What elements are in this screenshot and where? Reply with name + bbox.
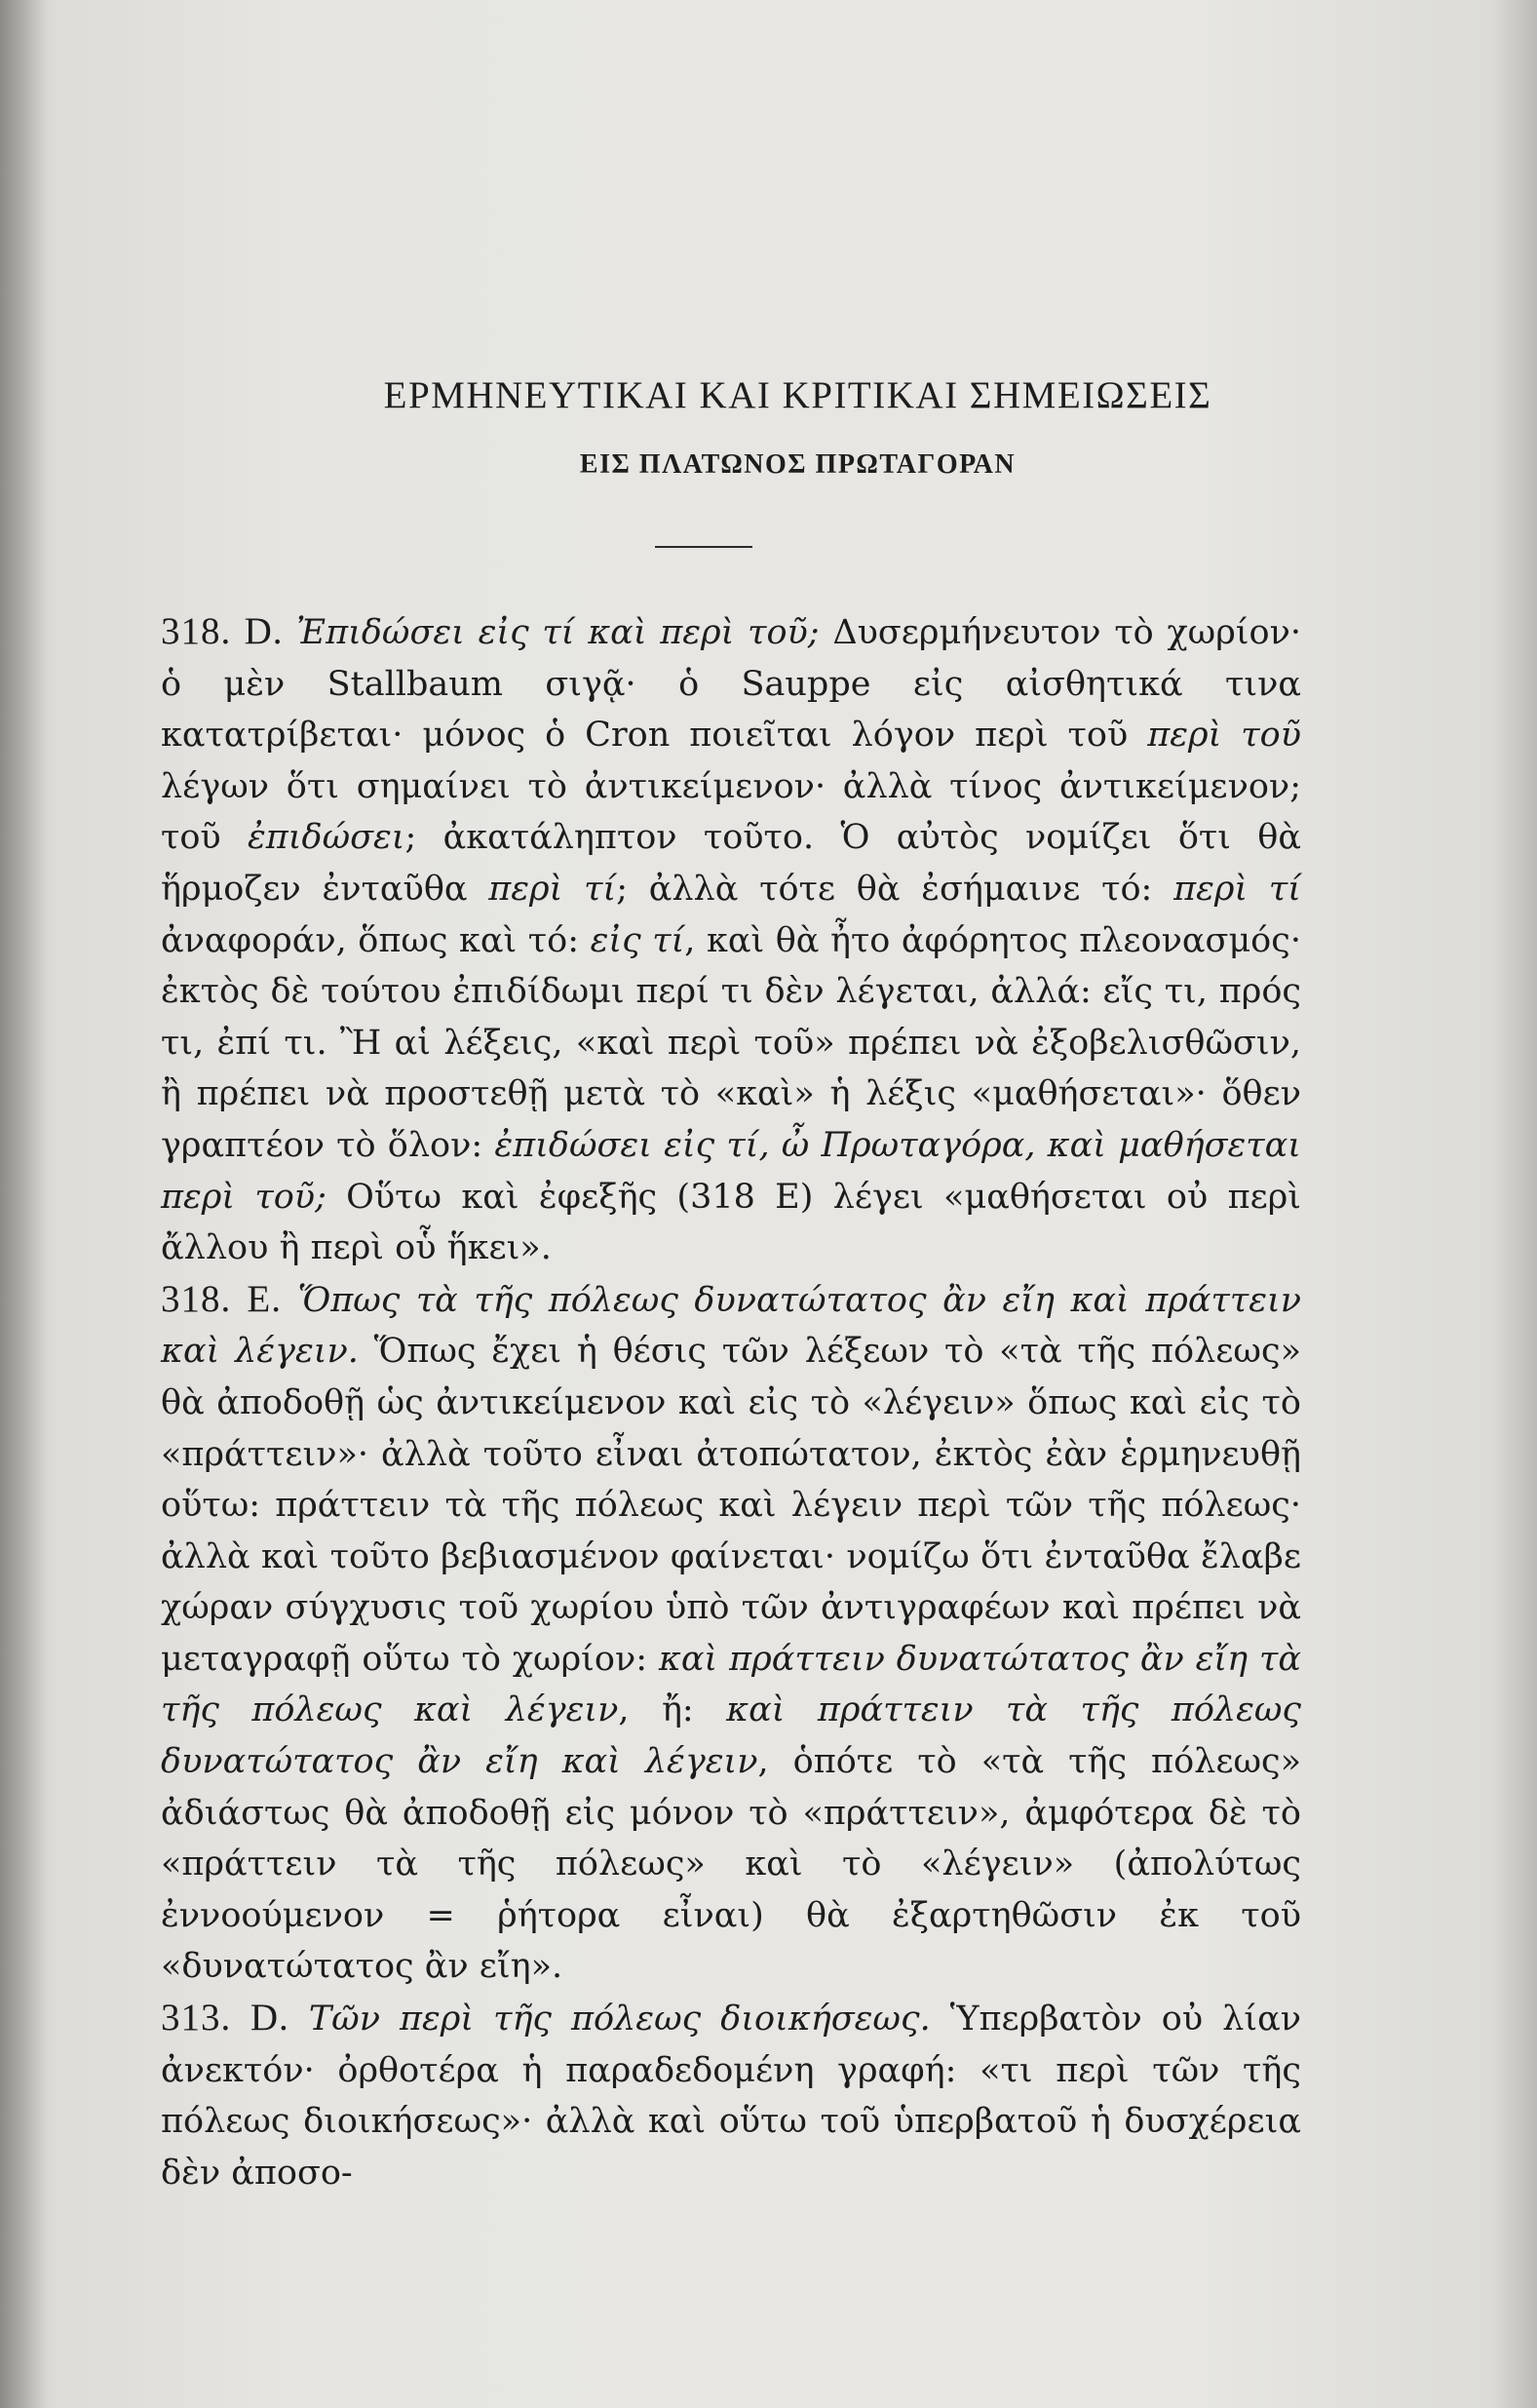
italic-citation: εἰς τί — [590, 920, 685, 960]
note-paragraph — [161, 606, 1301, 1274]
text-run: , ὁπότε τὸ «τὰ τῆς πόλεως» ἀδιάστως θὰ ἀποδοθῇ εἰς μόνον τὸ «πράττειν», ἀμφότερα δὲ τὸ «πράττειν τὰ τῆς πόλεως» καὶ τὸ «λέγειν» (ἀπολύτως ἐννοούμενον = ῥήτορα εἶναι) θὰ ἐξαρτηθῶσιν ἐκ τοῦ «δυνατώτατος ἂν εἴη». — [161, 1742, 1302, 1987]
title-rule — [655, 546, 752, 548]
note-reference: 318. D. — [161, 610, 284, 652]
note-reference: 318. E. — [161, 1277, 282, 1320]
text-run: Οὕτω καὶ ἐφεξῆς (318 E) λέγει «μαθήσεται οὐ περὶ ἄλλου ἢ περὶ οὗ ἥκει». — [161, 1177, 1302, 1268]
text-run: Δυσερμήνευτον τὸ χωρίον· ὁ μὲν Stallbaum σιγᾷ· ὁ Sauppe εἰς αἰσθητικά τινα κατατρίβεται· μόνος ὁ Cron ποιεῖται λόγον περὶ τοῦ — [161, 613, 1301, 756]
note-text — [161, 613, 1301, 1267]
note-paragraph — [161, 1274, 1301, 1993]
italic-citation: Ὅπως τὰ τῆς πόλεως δυνατώτατος ἂν εἴη καὶ πράττειν καὶ λέγειν. — [161, 1280, 1301, 1372]
page-title: ΕΡΜΗΝΕΥΤΙΚΑΙ ΚΑΙ ΚΡΙΤΙΚΑΙ ΣΗΜΕΙΩΣΕΙΣ — [383, 374, 1212, 416]
text-run: , ἤ: — [618, 1690, 727, 1730]
italic-citation: περὶ τί — [1173, 869, 1302, 909]
italic-citation: ἐπιδώσει εἰς τί, ὦ Πρωταγόρα, καὶ μαθήσεται περὶ τοῦ; — [161, 1125, 1302, 1217]
text-run: ; ἀλλὰ τότε θὰ ἐσήμαινε τό: — [616, 869, 1174, 909]
text-run: , καὶ θὰ ἦτο ἀφόρητος πλεονασμός· ἐκτὸς δὲ τούτου ἐπιδίδωμι περί τι δὲν λέγεται, ἀλλά: εἴς τι, πρός τι, ἐπί τι. Ἢ αἱ λέξεις, «καὶ περὶ τοῦ» πρέπει νὰ ἐξοβελισθῶσιν, ἢ πρέπει νὰ προστεθῇ μετὰ τὸ «καὶ» ἡ λέξις «μαθήσεται»· ὅθεν γραπτέον τὸ ὅλον: — [161, 920, 1301, 1165]
binding-shadow — [0, 0, 47, 2408]
italic-citation: περὶ τοῦ — [1147, 716, 1301, 756]
note-text — [161, 1281, 1301, 1987]
text-run: ἀναφοράν, ὅπως καὶ τό: — [161, 920, 591, 960]
text-run: ; ἀκατάληπτον τοῦτο. Ὁ αὐτὸς νομίζει ὅτι θὰ ἥρμοζεν ἐνταῦθα — [161, 818, 1301, 909]
text-run: Ὅπως ἔχει ἡ θέσις τῶν λέξεων τὸ «τὰ τῆς πόλεως» θὰ ἀποδοθῇ ὡς ἀντικείμενον καὶ εἰς τὸ «λέγειν» ὅπως καὶ εἰς τὸ «πράττειν»· ἀλλὰ τοῦτο εἶναι ἀτοπώτατον, ἐκτὸς ἐὰν ἑρμηνευθῇ οὕτω: πράττειν τὰ τῆς πόλεως καὶ λέγειν περὶ τῶν τῆς πόλεως· ἀλλὰ καὶ τοῦτο βεβιασμένον φαίνεται· νομίζω ὅτι ἐνταῦθα ἔλαβε χώραν σύγχυσις τοῦ χωρίου ὑπὸ τῶν ἀντιγραφέων καὶ πρέπει νὰ μεταγραφῇ οὕτω τὸ χωρίον: — [161, 1332, 1301, 1679]
italic-citation: Τῶν περὶ τῆς πόλεως διοικήσεως. — [308, 2000, 931, 2039]
text-run: λέγων ὅτι σημαίνει τὸ ἀντικείμενον· ἀλλὰ τίνος ἀντικείμενον; τοῦ — [161, 766, 1301, 858]
italic-citation: καὶ πράττειν τὰ τῆς πόλεως δυνατώτατος ἂν εἴη καὶ λέγειν — [161, 1690, 1302, 1782]
page-subtitle: ΕΙΣ ΠΛΑΤΩΝΟΣ ΠΡΩΤΑΓΟΡΑΝ — [579, 449, 1017, 480]
italic-citation: καὶ πράττειν δυνατώτατος ἂν εἴη τὰ τῆς πόλεως καὶ λέγειν — [161, 1639, 1301, 1730]
notes-body — [161, 606, 1301, 2198]
text-run: Ὑπερβατὸν οὐ λίαν ἀνεκτόν· ὀρθοτέρα ἡ παραδεδομένη γραφή: «τι περὶ τῶν τῆς πόλεως διοικήσεως»· ἀλλὰ καὶ οὕτω τοῦ ὑπερβατοῦ ἡ δυσχέρεια δὲν ἀποσο- — [161, 2000, 1301, 2193]
italic-citation: ἐπιδώσει — [247, 818, 405, 858]
note-reference: 313. D. — [161, 1997, 289, 2039]
italic-citation: Ἐπιδώσει εἰς τί καὶ περὶ τοῦ; — [296, 613, 820, 652]
note-paragraph — [161, 1993, 1301, 2198]
note-text — [161, 2000, 1301, 2193]
italic-citation: περὶ τί — [488, 869, 617, 909]
